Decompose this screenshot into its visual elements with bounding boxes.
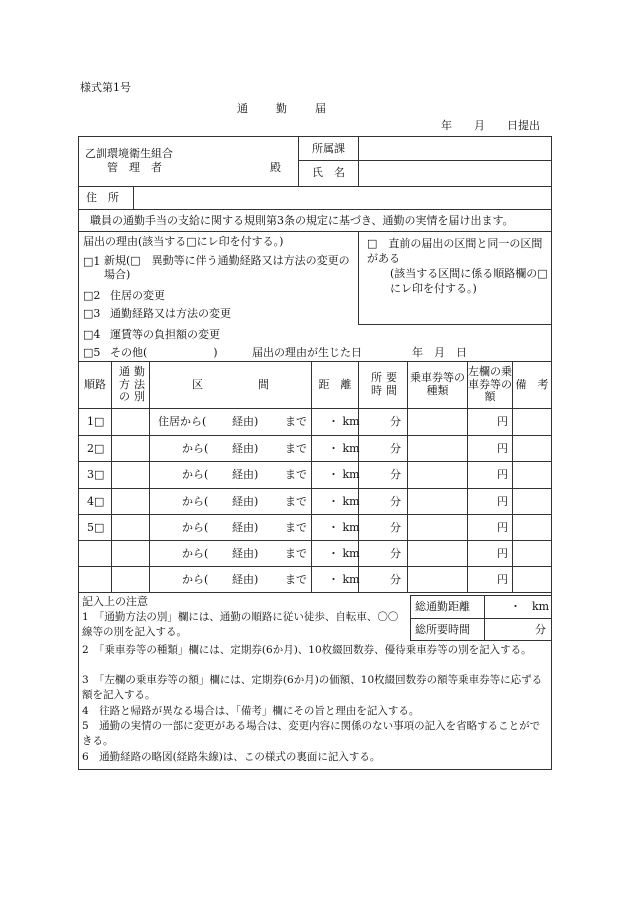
- header-remarks: 備 考: [515, 377, 549, 391]
- amount-cell[interactable]: 円: [497, 495, 508, 508]
- note-1: 1 「通勤方法の別」欄には、通勤の順路に従い徒歩、自転車、〇〇線等の別を記入する。: [82, 611, 399, 638]
- section-from[interactable]: から(: [182, 547, 209, 560]
- time-cell[interactable]: 分: [390, 547, 401, 560]
- page-title: 通 勤 届: [237, 102, 328, 115]
- distance-cell[interactable]: ・ km: [328, 521, 360, 534]
- section-to[interactable]: まで: [285, 573, 307, 586]
- submission-date[interactable]: 年 月 日提出: [441, 119, 540, 132]
- reason-2-text: 住居の変更: [110, 289, 165, 302]
- amount-cell[interactable]: 円: [497, 442, 508, 455]
- header-section: 区 間: [192, 377, 269, 391]
- section-to[interactable]: まで: [285, 468, 307, 481]
- route-4-checkbox[interactable]: 4□: [87, 495, 105, 508]
- amount-cell[interactable]: 円: [497, 547, 508, 560]
- name-field[interactable]: [359, 161, 551, 185]
- reason-4-text: 運賃等の負担額の変更: [110, 328, 220, 341]
- section-via[interactable]: 経由): [232, 547, 259, 560]
- reason-2-checkbox[interactable]: □2: [83, 289, 101, 302]
- address-field[interactable]: [134, 187, 551, 208]
- addressee-honorific: 殿: [270, 161, 281, 174]
- statement-text: 職員の通勤手当の支給に関する規則第3条の規定に基づき、通勤の実情を届け出ます。: [90, 214, 514, 227]
- total-time-label: 総所要時間: [415, 623, 470, 636]
- section-via[interactable]: 経由): [232, 495, 259, 508]
- total-distance-label: 総通勤距離: [415, 600, 470, 613]
- header-distance: 距 離: [318, 377, 352, 391]
- section-to[interactable]: まで: [285, 547, 307, 560]
- reason-5-text[interactable]: その他( ): [110, 346, 218, 359]
- reasons-heading: 届出の理由(該当する□にレ印を付する。): [83, 235, 284, 248]
- total-time-field[interactable]: 分: [535, 623, 546, 636]
- distance-cell[interactable]: ・ km: [328, 468, 360, 481]
- section-via[interactable]: 経由): [232, 573, 259, 586]
- reason-3-checkbox[interactable]: □3: [83, 307, 101, 320]
- section-to[interactable]: まで: [285, 442, 307, 455]
- distance-cell[interactable]: ・ km: [328, 547, 360, 560]
- time-cell[interactable]: 分: [390, 415, 401, 428]
- reason-5-checkbox[interactable]: □5: [83, 346, 101, 359]
- time-cell[interactable]: 分: [390, 442, 401, 455]
- note-6: 6 通勤経路の略図(経路朱線)は、この様式の裏面に記入する。: [82, 751, 381, 763]
- route-2-checkbox[interactable]: 2□: [87, 442, 105, 455]
- section-from[interactable]: から(: [182, 521, 209, 534]
- section-via[interactable]: 経由): [232, 521, 259, 534]
- distance-cell[interactable]: ・ km: [328, 415, 360, 428]
- section-from[interactable]: から(: [182, 495, 209, 508]
- amount-cell[interactable]: 円: [497, 468, 508, 481]
- section-from[interactable]: から(: [182, 468, 209, 481]
- time-cell[interactable]: 分: [390, 468, 401, 481]
- same-section-note: (該当する区間に係る順路欄の□にレ印を付する。): [390, 267, 548, 295]
- route-5-checkbox[interactable]: 5□: [87, 521, 105, 534]
- distance-cell[interactable]: ・ km: [328, 442, 360, 455]
- section-to[interactable]: まで: [285, 521, 307, 534]
- header-ticket-type: 乗車券等の種類: [410, 371, 465, 397]
- reason-3-text: 通勤経路又は方法の変更: [110, 307, 231, 320]
- amount-cell[interactable]: 円: [497, 521, 508, 534]
- amount-cell[interactable]: 円: [497, 415, 508, 428]
- note-3: 3 「左欄の乗車券等の額」欄には、定期券(6か月)の価額、10枚綴回数券の額等乗車券等に応ずる額を記入する。: [82, 674, 543, 701]
- addressee-org: 乙訓環境衛生組合: [85, 147, 173, 160]
- occurred-date-field[interactable]: 年 月 日: [412, 346, 467, 359]
- time-cell[interactable]: 分: [390, 521, 401, 534]
- amount-cell[interactable]: 円: [497, 573, 508, 586]
- department-label: 所属課: [312, 142, 345, 155]
- distance-cell[interactable]: ・ km: [328, 495, 360, 508]
- route-3-checkbox[interactable]: 3□: [87, 468, 105, 481]
- name-label: 氏 名: [312, 166, 345, 179]
- section-from[interactable]: 住居から(: [158, 415, 207, 428]
- form-number: 様式第1号: [80, 81, 131, 94]
- header-route: 順路: [84, 377, 106, 391]
- section-from[interactable]: から(: [182, 442, 209, 455]
- section-to[interactable]: まで: [285, 495, 307, 508]
- notes-heading: 記入上の注意: [82, 595, 148, 608]
- department-field[interactable]: [359, 137, 551, 159]
- route-1-checkbox[interactable]: 1□: [87, 415, 105, 428]
- address-label: 住 所: [86, 191, 119, 204]
- reason-1-checkbox[interactable]: □1: [83, 255, 101, 268]
- reason-4-checkbox[interactable]: □4: [83, 328, 101, 341]
- section-via[interactable]: 経由): [232, 415, 259, 428]
- header-time: 所要時間: [371, 371, 401, 397]
- section-from[interactable]: から(: [182, 573, 209, 586]
- time-cell[interactable]: 分: [390, 495, 401, 508]
- distance-cell[interactable]: ・ km: [328, 573, 360, 586]
- total-distance-field[interactable]: ・ km: [510, 600, 550, 613]
- time-cell[interactable]: 分: [390, 573, 401, 586]
- same-section-option[interactable]: □ 直前の届出の区間と同一の区間がある: [367, 237, 543, 265]
- section-via[interactable]: 経由): [232, 442, 259, 455]
- header-method: 通勤方法の別: [119, 365, 149, 404]
- note-2: 2 「乗車券等の種類」欄には、定期券(6か月)、10枚綴回数券、優待乗車券等の別を記入する。: [82, 644, 532, 656]
- reason-1-text: 新規(□ 異動等に伴う通勤経路又は方法の変更の場合): [104, 254, 350, 281]
- occurred-date-label: 届出の理由が生じた日: [252, 346, 362, 359]
- section-to[interactable]: まで: [285, 415, 307, 428]
- note-5: 5 通勤の実情の一部に変更がある場合は、変更内容に関係のない事項の記入を省略することができる。: [82, 720, 541, 747]
- header-ticket-amount: 左欄の乗車券等の額: [468, 365, 512, 404]
- note-4: 4 往路と帰路が異なる場合は、「備考」欄にその旨と理由を記入する。: [82, 705, 420, 717]
- addressee-role: 管 理 者: [107, 161, 162, 174]
- section-via[interactable]: 経由): [232, 468, 259, 481]
